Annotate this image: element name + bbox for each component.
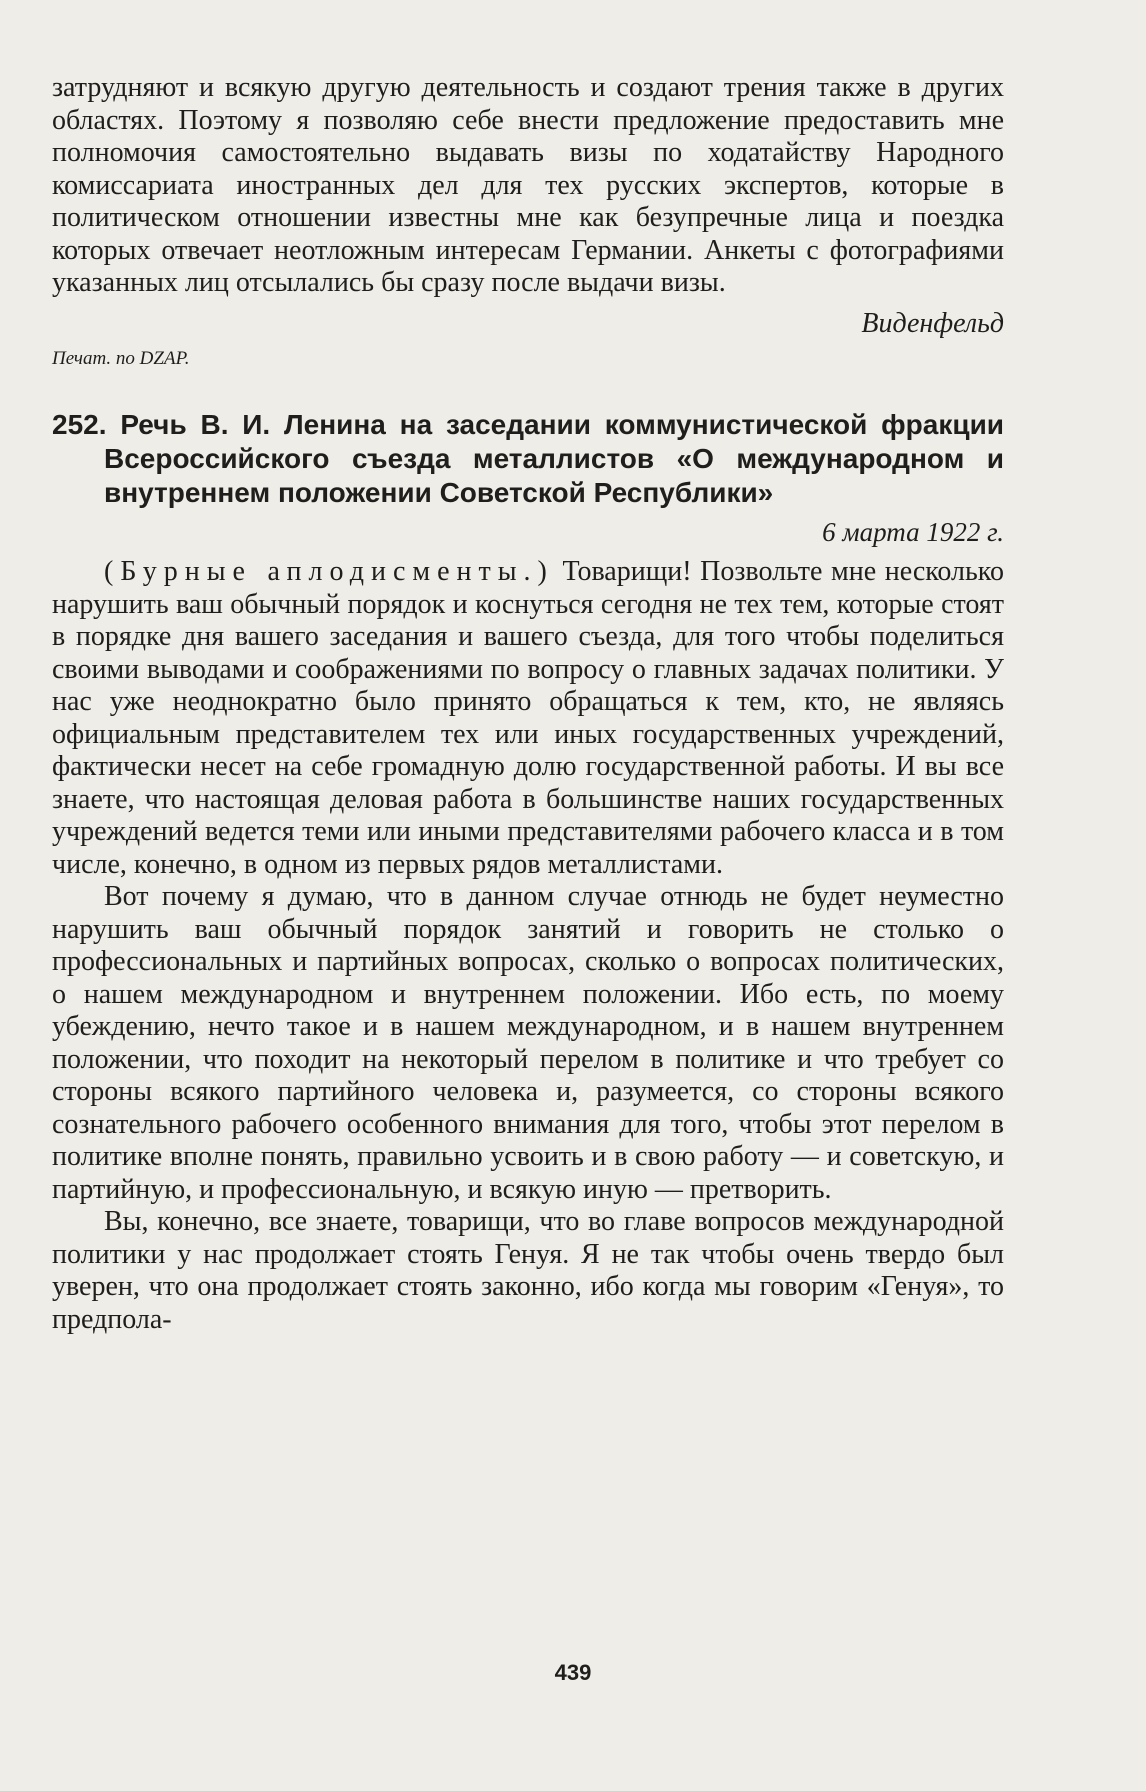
letter-signature: Виденфельд [861, 307, 1004, 339]
speech-paragraph-3: Вы, конечно, все знаете, товарищи, что во главе вопросов международной политики у нас продолжает стоять Генуя. Я не так чтобы очень твердо был уверен, что она продолжает стоять законно, ибо когда мы говорим «Генуя», то предпола- [52, 1206, 1004, 1335]
text-column [52, 72, 1004, 1336]
document-title: Речь В. И. Ленина на заседании коммунистической фракции Всероссийского съезда металлистов «О международном и внутреннем положении Советской Республики» [104, 409, 1004, 508]
document-heading [52, 408, 1004, 510]
speech-paragraph-1-text: Товарищи! Позвольте мне несколько нарушить ваш обычный порядок и коснуться сегодня не тех тем, которые стоят в порядке дня вашего заседания и вашего съезда, для того чтобы поделиться своими выводами и соображениями по вопросу о главных задачах политики. У нас уже неоднократно было принято обращаться к тем, кто, не являясь официальным представителем тех или иных государственных учреждений, фактически несет на себе громадную долю государственной работы. И вы все знаете, что настоящая деловая работа в большинстве наших государственных учреждений ведется теми или иными представителями рабочего класса и в том числе, конечно, в одном из первых рядов металлистами. [52, 556, 1004, 880]
source-note: Печат. по DZAP. [52, 348, 190, 369]
page-number: 439 [554, 1660, 592, 1685]
document-number: 252. [52, 409, 107, 440]
document-date: 6 марта 1922 г. [822, 517, 1004, 547]
speech-paragraph-1 [52, 556, 1004, 881]
applause-remark: (Бурные аплодисменты.) [104, 556, 554, 587]
letter-closing-paragraph: затрудняют и всякую другую деятельность и создают трения также в других областях. Поэтому я позволяю себе внести предложение предоставить мне полномочия самостоятельно выдавать визы по ходатайству Народного комиссариата иностранных дел для тех русских экспертов, которые в политическом отношении известны мне как безупречные лица и поездка которых отвечает неотложным интересам Германии. Анкеты с фотографиями указанных лиц отсылались бы сразу после выдачи визы. [52, 72, 1004, 298]
speech-paragraph-2: Вот почему я думаю, что в данном случае отнюдь не будет неуместно нарушить ваш обычный порядок занятий и говорить не столько о профессиональных и партийных вопросах, сколько о вопросах политических, о нашем международном и внутреннем положении. Ибо есть, по моему убеждению, нечто такое и в нашем международном, и в нашем внутреннем положении, что походит на некоторый перелом в политике и что требует со стороны всякого партийного человека и, разумеется, со стороны всякого сознательного рабочего особенного внимания для того, чтобы этот перелом в политике вполне понять, правильно усвоить и в свою работу — и советскую, и партийную, и профессиональную, и всякую иную — претворить. [52, 881, 1004, 1205]
